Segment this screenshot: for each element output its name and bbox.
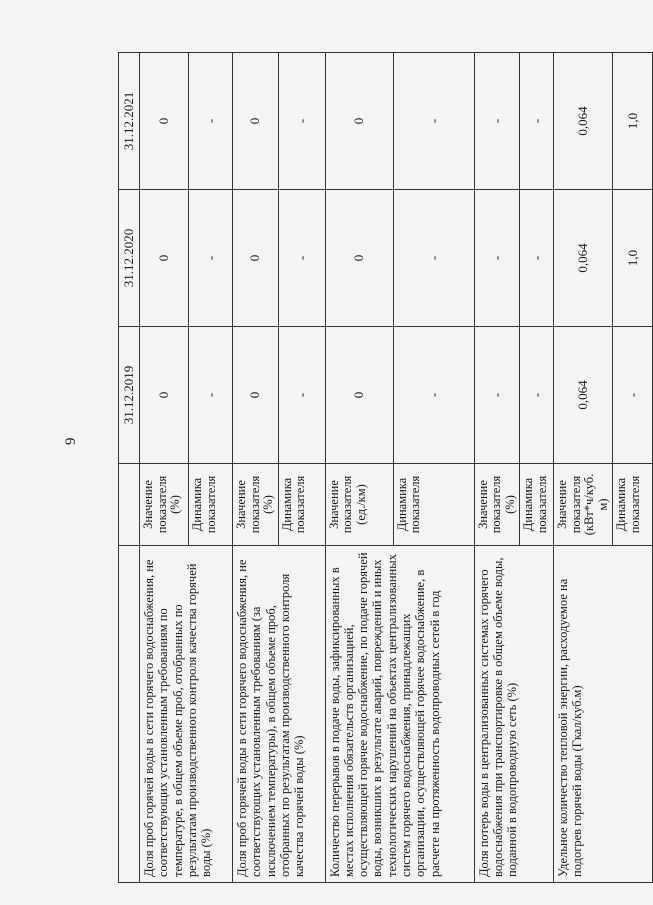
value-label: Значение показателя (%) (140, 464, 189, 546)
indicator-dynamics: - (278, 53, 325, 190)
dynamics-label: Динамика показателя (393, 464, 474, 546)
indicators-table (118, 52, 653, 883)
indicator-description: Доля потерь воды в централизованных системах горячего водоснабжения при транспортировке в общем объеме воды, поданной в водопроводную сеть (%) (474, 546, 554, 883)
indicator-dynamics: - (520, 53, 554, 190)
indicator-value: 0 (325, 327, 393, 464)
dynamics-label: Динамика показателя (520, 464, 554, 546)
indicator-dynamics: - (189, 327, 233, 464)
indicator-value: 0 (325, 190, 393, 327)
indicator-value: 0,064 (554, 53, 613, 190)
value-label: Значение показателя (%) (474, 464, 520, 546)
year-header: 31.12.2019 (119, 327, 140, 464)
dynamics-label: Динамика показателя (189, 464, 233, 546)
indicator-dynamics: - (278, 190, 325, 327)
header-empty-cell (119, 464, 140, 546)
dynamics-label: Динамика показателя (613, 464, 653, 546)
indicator-value: - (474, 327, 520, 464)
indicator-value: 0 (233, 327, 279, 464)
indicator-value: 0 (140, 190, 189, 327)
indicator-dynamics: - (393, 327, 474, 464)
indicator-value: - (474, 53, 520, 190)
indicator-description: Удельное количество тепловой энергии, расходуемое на подогрев горячей воды (Гкал/куб.м) (554, 546, 653, 883)
indicators-table-wrapper (118, 53, 642, 883)
indicator-dynamics: - (189, 190, 233, 327)
table-row (325, 53, 393, 883)
indicator-dynamics: - (520, 327, 554, 464)
indicator-value: 0 (233, 53, 279, 190)
value-label: Значение показателя (ед./км) (325, 464, 393, 546)
header-row (119, 53, 140, 883)
indicator-description: Доля проб горячей воды в сети горячего водоснабжения, не соответствующих установленным требованиям по температуре, в общем объеме проб, отобранных по результатам производственного контроля качества горячей воды (%) (140, 546, 233, 883)
indicator-value: 0 (233, 190, 279, 327)
indicator-dynamics: - (613, 327, 653, 464)
indicator-value: 0,064 (554, 327, 613, 464)
header-empty-cell (119, 546, 140, 883)
indicator-value: 0,064 (554, 190, 613, 327)
value-label: Значение показателя (%) (233, 464, 279, 546)
indicator-description: Доля проб горячей воды в сети горячего водоснабжения, не соответствующих установленным требованиям (за исключением температуры), в общем объеме проб, отобранных по результатам производственного контроля качества горячей воды (%) (233, 546, 326, 883)
indicator-dynamics: - (520, 190, 554, 327)
page-number: 9 (63, 437, 79, 445)
indicator-dynamics: - (278, 327, 325, 464)
indicator-dynamics: 1,0 (613, 53, 653, 190)
indicator-dynamics: - (189, 53, 233, 190)
indicator-value: 0 (140, 53, 189, 190)
indicator-description: Количество перерывов в подаче воды, зафиксированных в местах исполнения обязательств организацией, осуществляющей горячее водоснабжение, по подаче горячей воды, возникших в результате аварий, повреждений и иных технологических нарушений на объектах централизованных систем горячего водоснабжения, принадлежащих организации, осуществляющей горячее водоснабжение, в расчете на протяженность водопроводных сетей в год (325, 546, 474, 883)
indicator-dynamics: 1,0 (613, 190, 653, 327)
indicator-value: - (474, 190, 520, 327)
table-row (474, 53, 520, 883)
table-row (233, 53, 279, 883)
year-header: 31.12.2020 (119, 190, 140, 327)
table-row (554, 53, 613, 883)
indicator-value: 0 (140, 327, 189, 464)
indicator-dynamics: - (393, 190, 474, 327)
dynamics-label: Динамика показателя (278, 464, 325, 546)
value-label: Значение показателя (кВт*ч/куб. м) (554, 464, 613, 546)
year-header: 31.12.2021 (119, 53, 140, 190)
indicator-dynamics: - (393, 53, 474, 190)
table-row (140, 53, 189, 883)
indicator-value: 0 (325, 53, 393, 190)
